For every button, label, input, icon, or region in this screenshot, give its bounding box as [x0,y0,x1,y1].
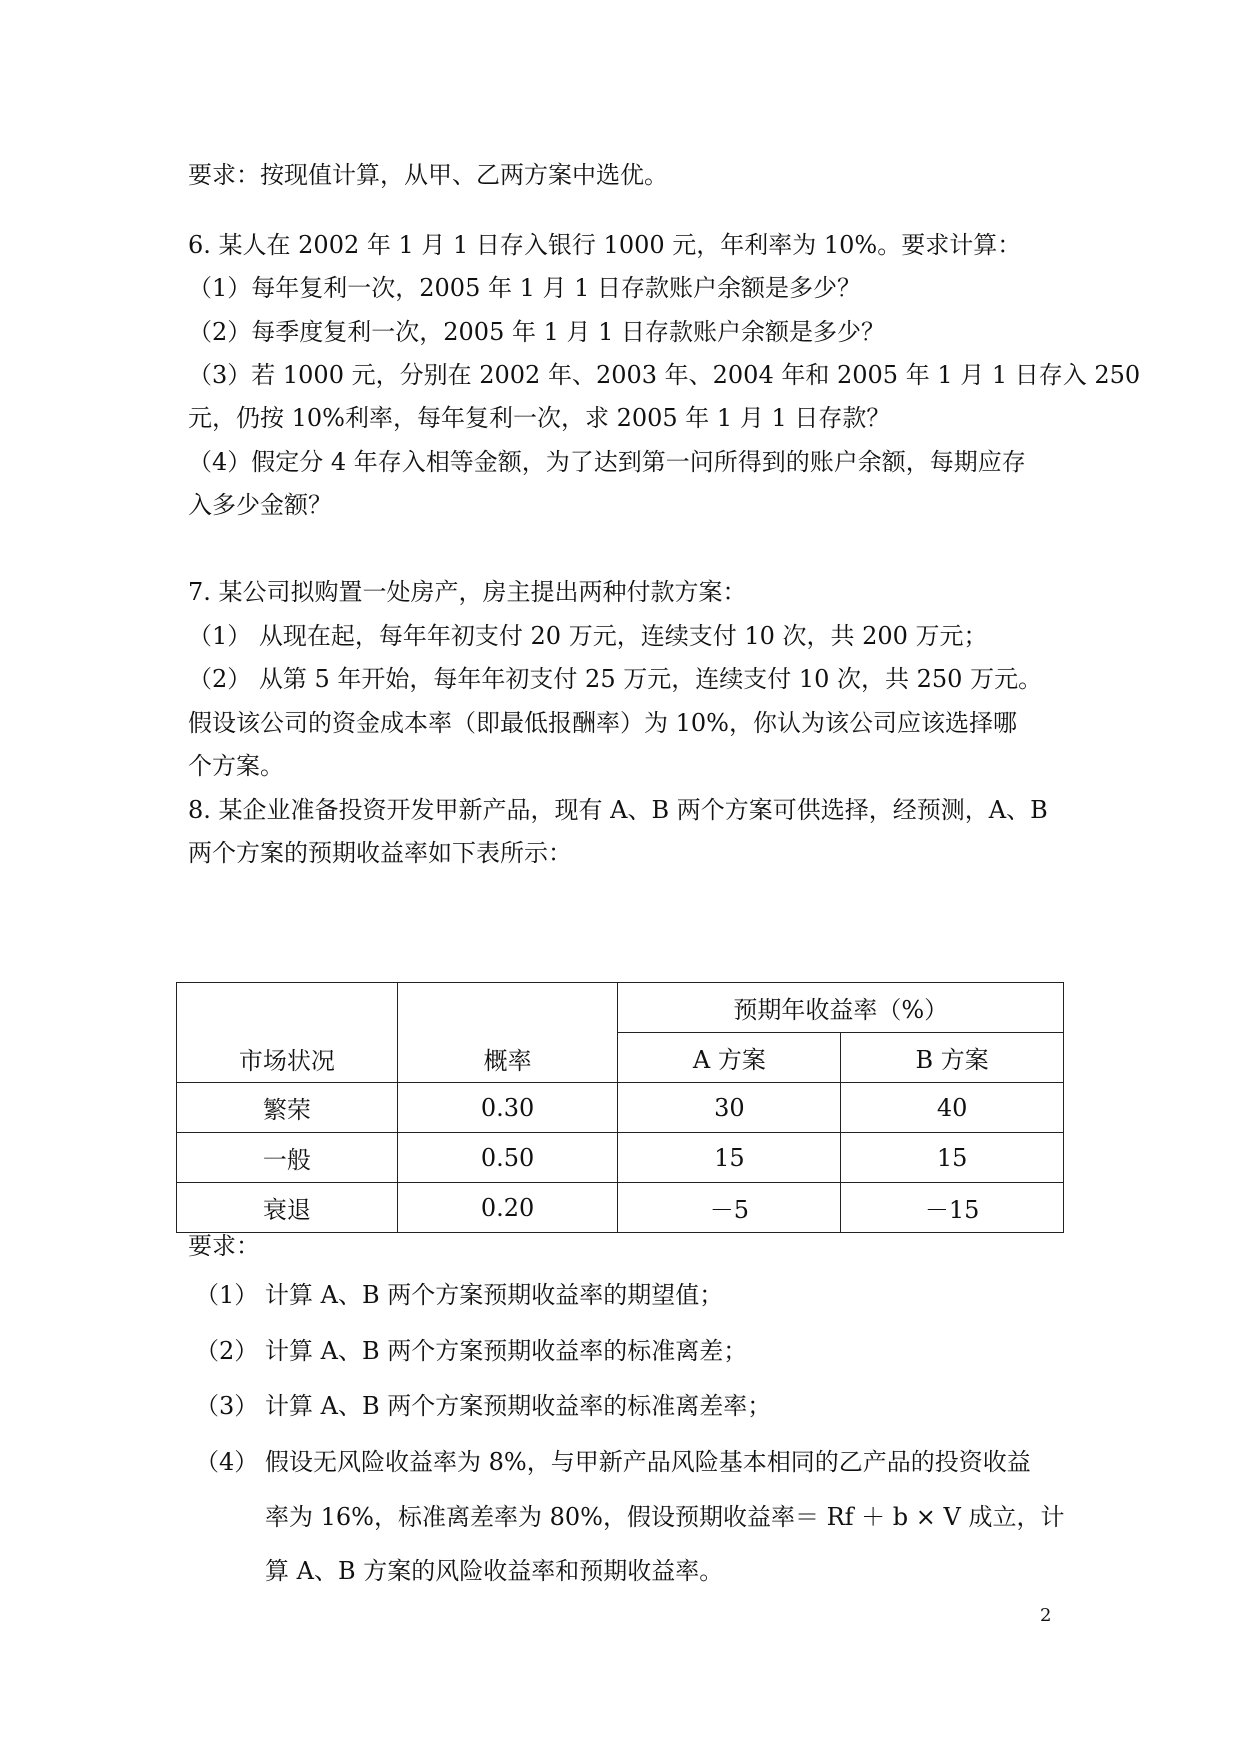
table-row [177,1083,1064,1133]
q7-assumption: 假设该公司的资金成本率（即最低报酬率）为 10%，你认为该公司应该选择哪 [188,709,1017,737]
header-expected-return: 预期年收益率（%） [618,983,1064,1033]
q6-item-3-cont: 元，仍按 10%利率，每年复利一次，求 2005 年 1 月 1 日存款？ [188,404,891,432]
q6-item-3: （3）若 1000 元，分别在 2002 年、2003 年、2004 年和 2005 年 1 月 1 日存入 250 [188,361,1141,389]
cell-market: 一般 [177,1133,398,1183]
cell-plan-b: 40 [841,1083,1064,1133]
q8-requirements-label: 要求： [188,1232,260,1260]
q6-item-2: （2）每季度复利一次，2005 年 1 月 1 日存款账户余额是多少？ [188,318,886,346]
page-number: 2 [1040,1605,1052,1626]
table-row [177,1133,1064,1183]
q8-stem-cont: 两个方案的预期收益率如下表所示： [188,839,572,867]
req-4-number: （4） [195,1448,259,1476]
header-plan-b: B 方案 [841,1033,1064,1083]
cell-market: 衰退 [177,1183,398,1233]
req-3-number: （3） [195,1392,259,1420]
header-probability: 概率 [397,983,618,1083]
req-1-text: 计算 A、B 两个方案预期收益率的期望值； [265,1281,724,1309]
cell-market: 繁荣 [177,1083,398,1133]
header-plan-a: A 方案 [618,1033,841,1083]
intro-requirement: 要求：按现值计算，从甲、乙两方案中选优。 [188,161,668,189]
cell-probability: 0.30 [397,1083,618,1133]
table-row [177,1183,1064,1233]
req-1-number: （1） [195,1281,259,1309]
q7-option-1: （1） 从现在起，每年年初支付 20 万元，连续支付 10 次，共 200 万元； [188,622,988,650]
cell-plan-b: －15 [841,1183,1064,1233]
req-4-text: 假设无风险收益率为 8%，与甲新产品风险基本相同的乙产品的投资收益 [265,1448,1031,1476]
cell-probability: 0.50 [397,1133,618,1183]
q6-item-1: （1）每年复利一次，2005 年 1 月 1 日存款账户余额是多少？ [188,274,862,302]
q7-assumption-cont: 个方案。 [188,752,284,780]
cell-plan-a: 30 [618,1083,841,1133]
req-2-number: （2） [195,1337,259,1365]
cell-plan-b: 15 [841,1133,1064,1183]
return-rate-table [176,982,1064,1233]
q8-stem: 8. 某企业准备投资开发甲新产品，现有 A、B 两个方案可供选择，经预测，A、B [188,796,1048,824]
req-3-text: 计算 A、B 两个方案预期收益率的标准离差率； [265,1392,772,1420]
q7-stem: 7. 某公司拟购置一处房产，房主提出两种付款方案： [188,578,747,606]
q6-stem: 6. 某人在 2002 年 1 月 1 日存入银行 1000 元，年利率为 10%。要求计算： [188,231,1022,259]
cell-plan-a: －5 [618,1183,841,1233]
req-4-text-cont2: 算 A、B 方案的风险收益率和预期收益率。 [265,1557,724,1585]
q7-option-2: （2） 从第 5 年开始，每年年初支付 25 万元，连续支付 10 次，共 250 万元。 [188,665,1043,693]
q6-item-4: （4）假定分 4 年存入相等金额，为了达到第一问所得到的账户余额，每期应存 [188,448,1026,476]
req-4-text-cont: 率为 16%，标准离差率为 80%，假设预期收益率＝ Rf ＋ b × V 成立，计 [265,1503,1065,1531]
cell-probability: 0.20 [397,1183,618,1233]
cell-plan-a: 15 [618,1133,841,1183]
q6-item-4-cont: 入多少金额？ [188,491,332,519]
header-market: 市场状况 [177,983,398,1083]
req-2-text: 计算 A、B 两个方案预期收益率的标准离差； [265,1337,748,1365]
